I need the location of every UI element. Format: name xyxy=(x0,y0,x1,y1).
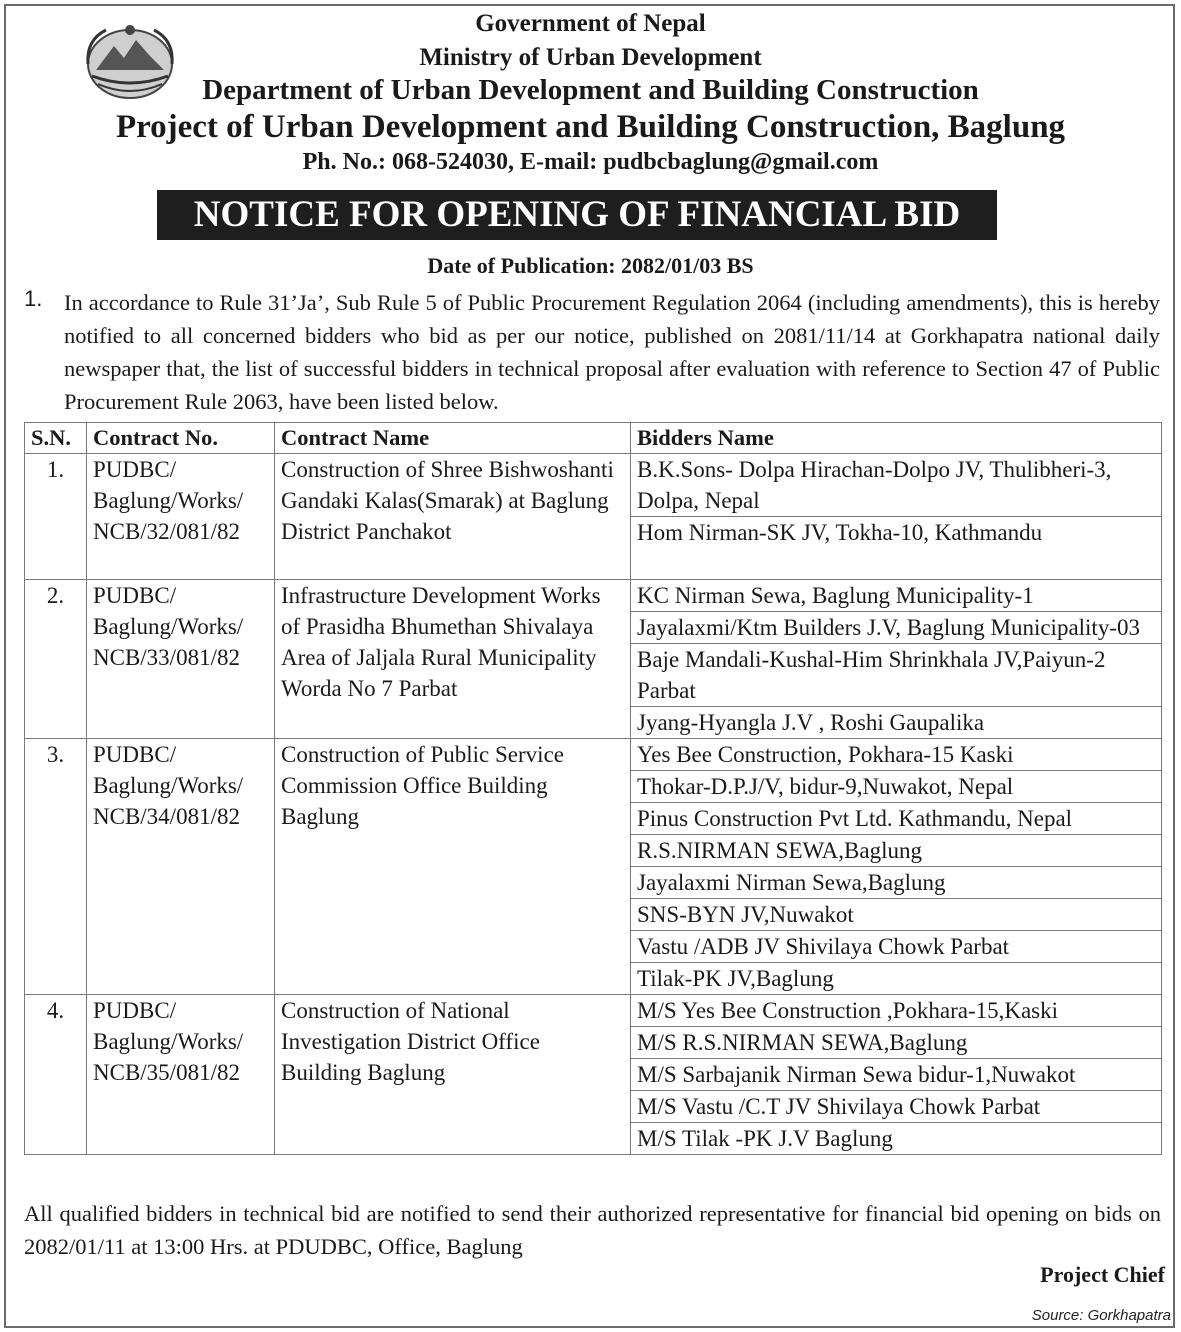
bidder-name: M/S Sarbajanik Nirman Sewa bidur-1,Nuwakot xyxy=(631,1059,1162,1091)
bidder-name: Pinus Construction Pvt Ltd. Kathmandu, Nepal xyxy=(631,803,1162,835)
project-name: Project of Urban Development and Building Construction, Baglung xyxy=(115,109,1066,145)
bidder-name: Yes Bee Construction, Pokhara-15 Kaski xyxy=(631,739,1162,771)
government-name: Government of Nepal xyxy=(475,10,706,37)
row-contract-name: Construction of Shree Bishwoshanti Gandaki Kalas(Smarak) at Baglung District Panchakot xyxy=(275,454,631,580)
bidder-name: Hom Nirman-SK JV, Tokha-10, Kathmandu xyxy=(631,517,1162,580)
bidder-name: M/S Tilak -PK J.V Baglung xyxy=(631,1123,1162,1155)
header-contract-no: Contract No. xyxy=(87,423,275,454)
notice-paragraph: In accordance to Rule 31’Ja’, Sub Rule 5 of Public Procurement Regulation 2064 (including amendments), this is hereby notified to all concerned bidders who bid as per our notice, published on 2081/11/14 at Gorkhapatra national daily newspaper that, the list of successful bidders in technical proposal after evaluation with reference to Section 47 of Public Procurement Rule 2063, have been listed below. xyxy=(64,290,1160,414)
table-row xyxy=(25,995,1162,1027)
table-row xyxy=(25,580,1162,612)
bidder-name: Vastu /ADB JV Shivilaya Chowk Parbat xyxy=(631,931,1162,963)
bidder-name: KC Nirman Sewa, Baglung Municipality-1 xyxy=(631,580,1162,612)
source-credit: Source: Gorkhapatra xyxy=(1031,1307,1171,1324)
row-contract-name: Infrastructure Development Works of Prasidha Bhumethan Shivalaya Area of Jaljala Rural Municipality Worda No 7 Parbat xyxy=(275,580,631,739)
row-contract-no: PUDBC/ Baglung/Works/ NCB/35/081/82 xyxy=(87,995,275,1155)
row-contract-name: Construction of National Investigation District Office Building Baglung xyxy=(275,995,631,1155)
department-name: Department of Urban Development and Building Construction xyxy=(202,74,979,106)
row-sn: 4. xyxy=(25,995,87,1155)
bidder-name: Jayalaxmi/Ktm Builders J.V, Baglung Municipality-03 xyxy=(631,612,1162,644)
publication-date: Date of Publication: 2082/01/03 BS xyxy=(427,253,754,278)
closing-paragraph: All qualified bidders in technical bid are notified to send their authorized representative for financial bid opening on bids on 2082/01/11 at 13:00 Hrs. at PDUDBC, Office, Baglung xyxy=(24,1201,1161,1259)
row-sn: 1. xyxy=(25,454,87,580)
bidder-name: SNS-BYN JV,Nuwakot xyxy=(631,899,1162,931)
bidder-name: Tilak-PK JV,Baglung xyxy=(631,963,1162,995)
bidders-table xyxy=(24,422,1162,1155)
bidder-name: Jyang-Hyangla J.V , Roshi Gaupalika xyxy=(631,707,1162,739)
table-row xyxy=(25,454,1162,517)
row-contract-name: Construction of Public Service Commission Office Building Baglung xyxy=(275,739,631,995)
bidder-name: R.S.NIRMAN SEWA,Baglung xyxy=(631,835,1162,867)
row-contract-no: PUDBC/ Baglung/Works/ NCB/33/081/82 xyxy=(87,580,275,739)
bidder-name: M/S Vastu /C.T JV Shivilaya Chowk Parbat xyxy=(631,1091,1162,1123)
ministry-name: Ministry of Urban Development xyxy=(419,44,762,71)
bidder-name: M/S R.S.NIRMAN SEWA,Baglung xyxy=(631,1027,1162,1059)
bidder-name: B.K.Sons- Dolpa Hirachan-Dolpo JV, Thulibheri-3, Dolpa, Nepal xyxy=(631,454,1162,517)
contact-info: Ph. No.: 068-524030, E-mail: pudbcbaglung@gmail.com xyxy=(302,149,879,175)
row-sn: 2. xyxy=(25,580,87,739)
row-contract-no: PUDBC/ Baglung/Works/ NCB/34/081/82 xyxy=(87,739,275,995)
table-header-row xyxy=(25,423,1162,454)
table-row xyxy=(25,739,1162,771)
bidder-name: Thokar-D.P.J/V, bidur-9,Nuwakot, Nepal xyxy=(631,771,1162,803)
bidder-name: Baje Mandali-Kushal-Him Shrinkhala JV,Paiyun-2 Parbat xyxy=(631,644,1162,707)
notice-title: NOTICE FOR OPENING OF FINANCIAL BID xyxy=(157,190,997,240)
bidder-name: Jayalaxmi Nirman Sewa,Baglung xyxy=(631,867,1162,899)
bidder-name: M/S Yes Bee Construction ,Pokhara-15,Kaski xyxy=(631,995,1162,1027)
header-sn: S.N. xyxy=(25,423,87,454)
row-sn: 3. xyxy=(25,739,87,995)
header-bidders-name: Bidders Name xyxy=(631,423,1162,454)
signoff: Project Chief xyxy=(1040,1262,1165,1287)
row-contract-no: PUDBC/ Baglung/Works/ NCB/32/081/82 xyxy=(87,454,275,580)
header-contract-name: Contract Name xyxy=(275,423,631,454)
paragraph-number: 1. xyxy=(24,286,43,311)
